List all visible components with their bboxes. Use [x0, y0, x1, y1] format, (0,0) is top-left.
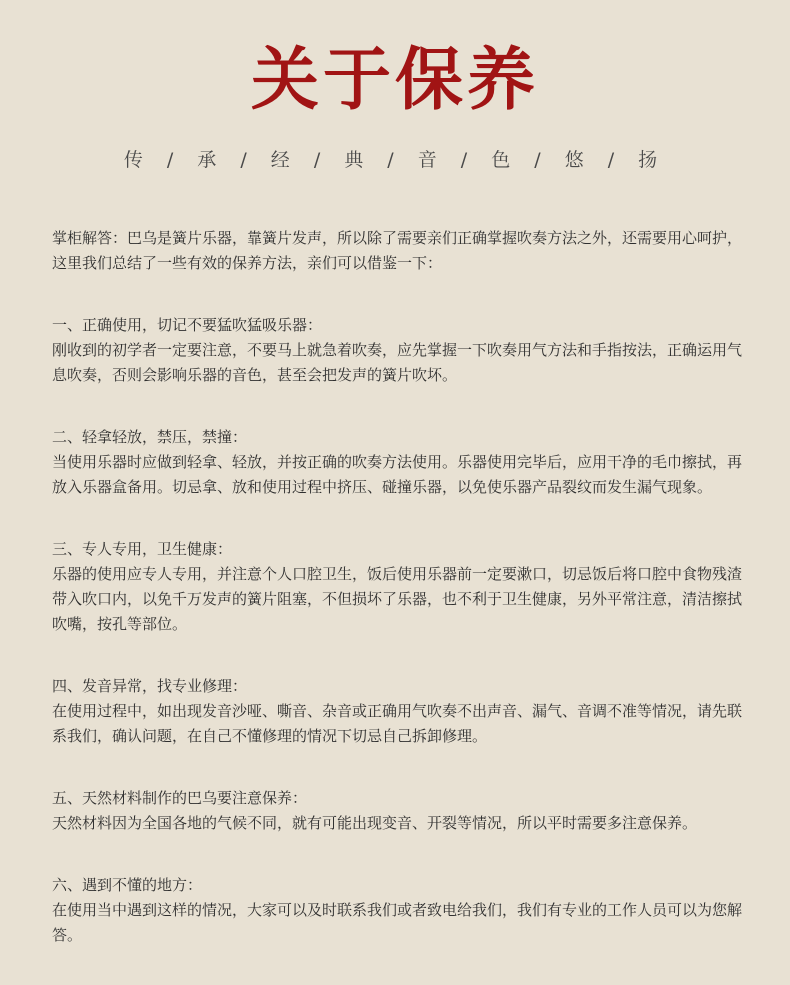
section-body: 在使用当中遇到这样的情况，大家可以及时联系我们或者致电给我们，我们有专业的工作人员可以为您解答。	[52, 901, 743, 944]
section-body: 当使用乐器时应做到轻拿、轻放，并按正确的吹奏方法使用。乐器使用完毕后，应用干净的毛巾擦拭，再放入乐器盒备用。切忌拿、放和使用过程中挤压、碰撞乐器，以免使乐器产品裂纹而发生漏气现象。	[52, 453, 743, 496]
section-body: 在使用过程中，如出现发音沙哑、嘶音、杂音或正确用气吹奏不出声音、漏气、音调不准等情况，请先联系我们，确认问题，在自己不懂修理的情况下切忌自己拆卸修理。	[52, 702, 743, 745]
section-heading: 二、轻拿轻放，禁压，禁撞：	[52, 428, 248, 446]
section-heading: 一、正确使用，切记不要猛吹猛吸乐器：	[52, 316, 323, 334]
section-body: 乐器的使用应专人专用，并注意个人口腔卫生，饭后使用乐器前一定要漱口，切忌饭后将口腔中食物残渣带入吹口内，以免千万发声的簧片阻塞，不但损坏了乐器，也不利于卫生健康，另外平常注意，清洁擦拭吹嘴，按孔等部位。	[52, 565, 743, 633]
section-heading: 六、遇到不懂的地方：	[52, 876, 203, 894]
section-heading: 三、专人专用，卫生健康：	[52, 540, 233, 558]
intro-paragraph: 掌柜解答：巴乌是簧片乐器，靠簧片发声，所以除了需要亲们正确掌握吹奏方法之外，还需要用心呵护，这里我们总结了一些有效的保养方法，亲们可以借鉴一下：	[52, 229, 743, 272]
care-section-2	[52, 425, 752, 500]
care-section-1	[52, 313, 752, 388]
care-section-3	[52, 537, 752, 637]
section-heading: 五、天然材料制作的巴乌要注意保养：	[52, 789, 308, 807]
care-section-6	[52, 873, 752, 948]
page-subtitle: 传 / 承 / 经 / 典 / 音 / 色 / 悠 / 扬	[123, 149, 667, 171]
care-content	[52, 226, 752, 985]
care-section-4	[52, 674, 752, 749]
page-title: 关于保养	[250, 40, 539, 120]
section-body: 天然材料因为全国各地的气候不同，就有可能出现变音、开裂等情况，所以平时需要多注意保养。	[52, 814, 698, 832]
section-heading: 四、发音异常，找专业修理：	[52, 677, 248, 695]
care-section-5	[52, 786, 752, 836]
section-body: 刚收到的初学者一定要注意，不要马上就急着吹奏，应先掌握一下吹奏用气方法和手指按法，正确运用气息吹奏，否则会影响乐器的音色，甚至会把发声的簧片吹坏。	[52, 341, 743, 384]
